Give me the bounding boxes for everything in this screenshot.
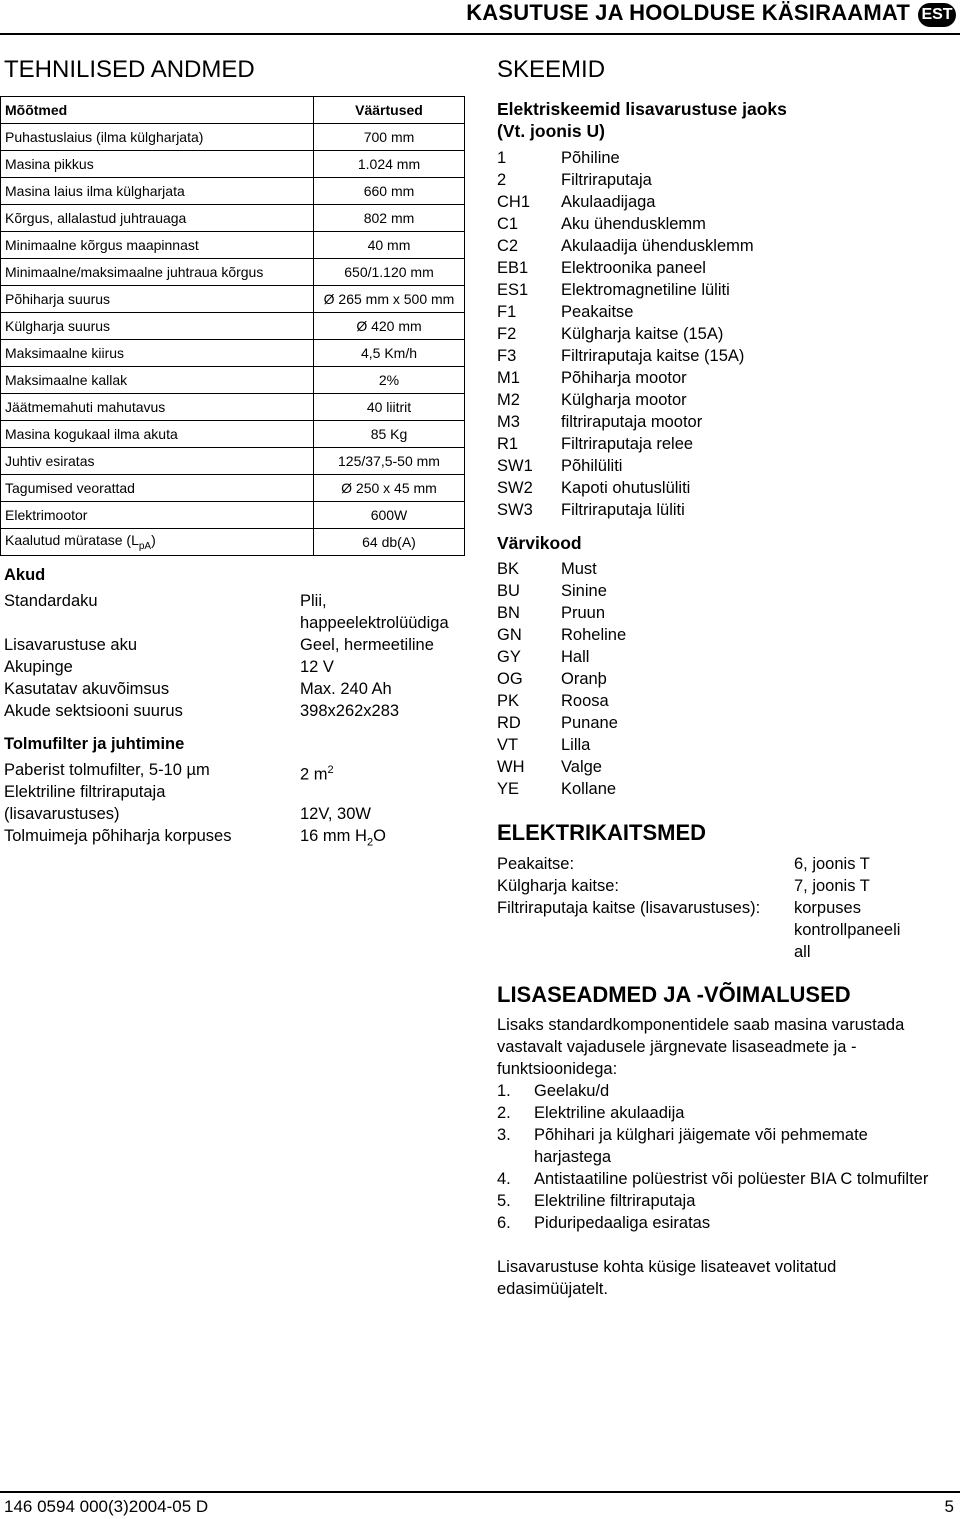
table-row — [1, 448, 465, 475]
spec-name: Masina laius ilma külgharjata — [1, 178, 314, 205]
list-item — [497, 257, 754, 279]
item-text: Elektriline filtriraputaja — [534, 1192, 696, 1210]
accessories-outro: Lisavarustuse kohta küsige lisateavet volitatud edasimüüjatelt. — [497, 1258, 837, 1298]
item-number: 5. — [497, 1192, 511, 1210]
item-code: SW3 — [497, 501, 533, 519]
spec-name: Põhiharja suurus — [1, 286, 314, 313]
list-item — [497, 1168, 937, 1190]
spec-value: Ø 250 x 45 mm — [314, 475, 465, 502]
language-badge: EST — [918, 3, 956, 27]
wiring-list — [497, 147, 754, 521]
fuse-value: korpuses — [794, 899, 861, 917]
spec-name: Kõrgus, allalastud juhtrauaga — [1, 205, 314, 232]
item-desc: Külgharja kaitse (15A) — [561, 325, 724, 343]
item-code: F3 — [497, 347, 517, 365]
col-header-dimensions: Mõõtmed — [1, 97, 314, 124]
page-number: 5 — [944, 1497, 954, 1516]
battery-spec-value: Max. 240 Ah — [300, 680, 392, 698]
fuse-value-cont: kontrollpaneeli — [794, 921, 901, 939]
section-title-fuses: ELEKTRIKAITSMED — [497, 820, 706, 845]
item-code: CH1 — [497, 193, 531, 211]
battery-spec-label: Lisavarustuse aku — [4, 636, 137, 654]
item-desc: Lilla — [561, 736, 591, 754]
section-title-accessories: LISASEADMED JA -VÕIMALUSED — [497, 982, 851, 1007]
item-desc: Sinine — [561, 582, 607, 600]
list-item — [497, 477, 754, 499]
table-row — [1, 313, 465, 340]
item-code: PK — [497, 692, 520, 710]
suction-value: 16 mm $H_2O$ — [300, 827, 386, 849]
list-item — [497, 558, 626, 580]
item-desc: Punane — [561, 714, 618, 732]
battery-spec-value: Geel, hermeetiline — [300, 636, 434, 654]
list-item — [497, 455, 754, 477]
spec-value: 1.024 mm — [314, 151, 465, 178]
fuse-label: Peakaitse: — [497, 855, 575, 873]
spec-value: 64 db(A) — [314, 529, 465, 556]
table-row — [1, 259, 465, 286]
list-item — [497, 602, 626, 624]
item-desc: Filtriraputaja relee — [561, 435, 694, 453]
footer-divider — [0, 1491, 960, 1493]
list-item — [497, 734, 626, 756]
shaker-value: 12V, 30W — [300, 805, 371, 823]
item-code: 2 — [497, 171, 507, 189]
item-text: Piduripedaaliga esiratas — [534, 1214, 711, 1232]
table-row — [1, 124, 465, 151]
list-item — [497, 778, 626, 800]
spec-name: Masina kogukaal ilma akuta — [1, 421, 314, 448]
table-row — [1, 421, 465, 448]
shaker-label: Elektriline filtriraputaja — [4, 783, 166, 801]
list-item — [497, 668, 626, 690]
table-row — [1, 205, 465, 232]
table-row — [1, 178, 465, 205]
item-code: GY — [497, 648, 521, 666]
item-code: F1 — [497, 303, 517, 321]
spec-name: Tagumised veorattad — [1, 475, 314, 502]
suction-label: Tolmuimeja põhiharja korpuses — [4, 827, 232, 845]
col-header-values: Väärtused — [314, 97, 465, 124]
list-item — [497, 345, 754, 367]
list-item — [497, 646, 626, 668]
color-code-list — [497, 558, 626, 800]
list-item — [497, 1190, 937, 1212]
document-code: 146 0594 000(3)2004-05 D — [4, 1497, 209, 1516]
item-code: BN — [497, 604, 520, 622]
item-code: RD — [497, 714, 521, 732]
fuse-label: Külgharja kaitse: — [497, 877, 619, 895]
item-code: M1 — [497, 369, 520, 387]
item-desc: Filtriraputaja — [561, 171, 652, 189]
spec-name: Minimaalne kõrgus maapinnast — [1, 232, 314, 259]
table-row — [1, 529, 465, 556]
item-code: GN — [497, 626, 522, 644]
item-code: ES1 — [497, 281, 529, 299]
table-row — [1, 340, 465, 367]
item-text: Geelaku/d — [534, 1082, 610, 1100]
item-code: WH — [497, 758, 525, 776]
color-code-title: Värvikood — [497, 533, 582, 553]
item-desc: Akulaadijaga — [561, 193, 656, 211]
spec-value: 802 mm — [314, 205, 465, 232]
spec-name: Minimaalne/maksimaalne juhtraua kõrgus — [1, 259, 314, 286]
item-code: BK — [497, 560, 520, 578]
spec-value: 40 liitrit — [314, 394, 465, 421]
item-code: M3 — [497, 413, 520, 431]
item-text: Antistaatiline polüestrist või polüester BIA C tolmufilter — [534, 1170, 929, 1188]
list-item — [497, 323, 754, 345]
spec-value: 4,5 Km/h — [314, 340, 465, 367]
fuse-value: 6, joonis T — [794, 855, 870, 873]
accessories-list — [497, 1080, 937, 1234]
item-desc: Põhiharja mootor — [561, 369, 687, 387]
item-code: VT — [497, 736, 519, 754]
item-code: EB1 — [497, 259, 529, 277]
fuse-value-cont-2: all — [794, 943, 811, 961]
spec-value: Ø 265 mm x 500 mm — [314, 286, 465, 313]
item-code: C1 — [497, 215, 519, 233]
list-item — [497, 1102, 937, 1124]
list-item — [497, 433, 754, 455]
battery-spec-value: 398x262x283 — [300, 702, 400, 720]
spec-table-header — [1, 97, 465, 124]
spec-name: Kaalutud müratase $(L_{pA})$ — [1, 529, 314, 556]
spec-name: Masina pikkus — [1, 151, 314, 178]
item-desc: Põhiline — [561, 149, 620, 167]
list-item — [497, 712, 626, 734]
item-code: YE — [497, 780, 520, 798]
item-desc: Elektromagnetiline lüliti — [561, 281, 730, 299]
spec-value: Ø 420 mm — [314, 313, 465, 340]
item-code: F2 — [497, 325, 517, 343]
shaker-label-cont: (lisavarustuses) — [4, 805, 120, 823]
list-item — [497, 191, 754, 213]
wiring-title: Elektriskeemid lisavarustuse jaoks — [497, 99, 787, 119]
spec-name: Maksimaalne kallak — [1, 367, 314, 394]
fuse-label: Filtriraputaja kaitse (lisavarustuses): — [497, 899, 761, 917]
list-item — [497, 1212, 937, 1234]
item-desc: Roosa — [561, 692, 609, 710]
spec-name: Külgharja suurus — [1, 313, 314, 340]
list-item — [497, 147, 754, 169]
section-title-technical-data: TEHNILISED ANDMED — [4, 56, 255, 83]
battery-spec-label: Akupinge — [4, 658, 73, 676]
standard-battery-label: Standardaku — [4, 592, 98, 610]
item-code: R1 — [497, 435, 519, 453]
item-desc: Põhilüliti — [561, 457, 623, 475]
battery-spec-label: Kasutatav akuvõimsus — [4, 680, 170, 698]
manual-title: KASUTUSE JA HOOLDUSE KÄSIRAAMAT — [466, 0, 910, 25]
item-text: Elektriline akulaadija — [534, 1104, 685, 1122]
spec-value: 700 mm — [314, 124, 465, 151]
section-title-schemes: SKEEMID — [497, 56, 606, 83]
item-desc: Pruun — [561, 604, 606, 622]
spec-value: 2% — [314, 367, 465, 394]
spec-name: Juhtiv esiratas — [1, 448, 314, 475]
table-row — [1, 286, 465, 313]
table-row — [1, 151, 465, 178]
battery-spec-value: 12 V — [300, 658, 334, 676]
item-desc: Kollane — [561, 780, 617, 798]
table-row — [1, 394, 465, 421]
item-number: 4. — [497, 1170, 511, 1188]
battery-spec-label: Akude sektsiooni suurus — [4, 702, 183, 720]
list-item — [497, 756, 626, 778]
item-desc: Roheline — [561, 626, 627, 644]
spec-value: 85 Kg — [314, 421, 465, 448]
list-item — [497, 367, 754, 389]
paper-filter-value: 2 $m^2$ — [300, 764, 334, 784]
table-row — [1, 502, 465, 529]
batteries-title: Akud — [4, 566, 46, 584]
item-text: Põhihari ja külghari jäigemate või pehmemate harjastega — [534, 1126, 868, 1166]
item-desc: Peakaitse — [561, 303, 634, 321]
spec-table — [0, 96, 465, 556]
item-desc: Filtriraputaja lüliti — [561, 501, 685, 519]
list-item — [497, 213, 754, 235]
list-item — [497, 411, 754, 433]
accessories-intro: Lisaks standardkomponentidele saab masina varustada vastavalt vajadusele järgnevate lisaseadmete ja -funktsioonidega: — [497, 1016, 905, 1078]
item-desc: Hall — [561, 648, 590, 666]
table-row — [1, 367, 465, 394]
standard-battery-value: Plii, — [300, 592, 327, 610]
list-item — [497, 1124, 937, 1168]
header-divider — [0, 33, 960, 35]
item-code: M2 — [497, 391, 520, 409]
item-desc: Oranþ — [561, 670, 607, 688]
wiring-title-ref: (Vt. joonis U) — [497, 121, 605, 141]
spec-name: Maksimaalne kiirus — [1, 340, 314, 367]
item-desc: Külgharja mootor — [561, 391, 687, 409]
list-item — [497, 580, 626, 602]
list-item — [497, 1080, 937, 1102]
item-desc: Must — [561, 560, 597, 578]
list-item — [497, 499, 754, 521]
item-code: C2 — [497, 237, 519, 255]
item-desc: Aku ühendusklemm — [561, 215, 706, 233]
fuse-value: 7, joonis T — [794, 877, 870, 895]
table-row — [1, 475, 465, 502]
item-desc: Valge — [561, 758, 602, 776]
spec-name: Puhastuslaius (ilma külgharjata) — [1, 124, 314, 151]
list-item — [497, 169, 754, 191]
paper-filter-label: Paberist tolmufilter, 5-10 µm — [4, 761, 210, 779]
list-item — [497, 624, 626, 646]
spec-value: 600W — [314, 502, 465, 529]
item-desc: Filtriraputaja kaitse (15A) — [561, 347, 745, 365]
spec-name: Elektrimootor — [1, 502, 314, 529]
list-item — [497, 690, 626, 712]
table-row — [1, 232, 465, 259]
list-item — [497, 235, 754, 257]
item-number: 6. — [497, 1214, 511, 1232]
item-desc: filtriraputaja mootor — [561, 413, 703, 431]
list-item — [497, 301, 754, 323]
list-item — [497, 389, 754, 411]
item-desc: Kapoti ohutuslüliti — [561, 479, 691, 497]
item-code: SW2 — [497, 479, 533, 497]
item-code: BU — [497, 582, 520, 600]
spec-value: 650/1.120 mm — [314, 259, 465, 286]
spec-name: Jäätmemahuti mahutavus — [1, 394, 314, 421]
item-code: OG — [497, 670, 523, 688]
item-number: 3. — [497, 1126, 511, 1144]
item-desc: Elektroonika paneel — [561, 259, 706, 277]
standard-battery-value-cont: happeelektrolüüdiga — [300, 614, 449, 632]
spec-value: 660 mm — [314, 178, 465, 205]
list-item — [497, 279, 754, 301]
item-desc: Akulaadija ühendusklemm — [561, 237, 754, 255]
item-number: 1. — [497, 1082, 511, 1100]
item-number: 2. — [497, 1104, 511, 1122]
filter-title: Tolmufilter ja juhtimine — [4, 735, 185, 753]
spec-value: 125/37,5-50 mm — [314, 448, 465, 475]
spec-value: 40 mm — [314, 232, 465, 259]
item-code: SW1 — [497, 457, 533, 475]
item-code: 1 — [497, 149, 507, 167]
